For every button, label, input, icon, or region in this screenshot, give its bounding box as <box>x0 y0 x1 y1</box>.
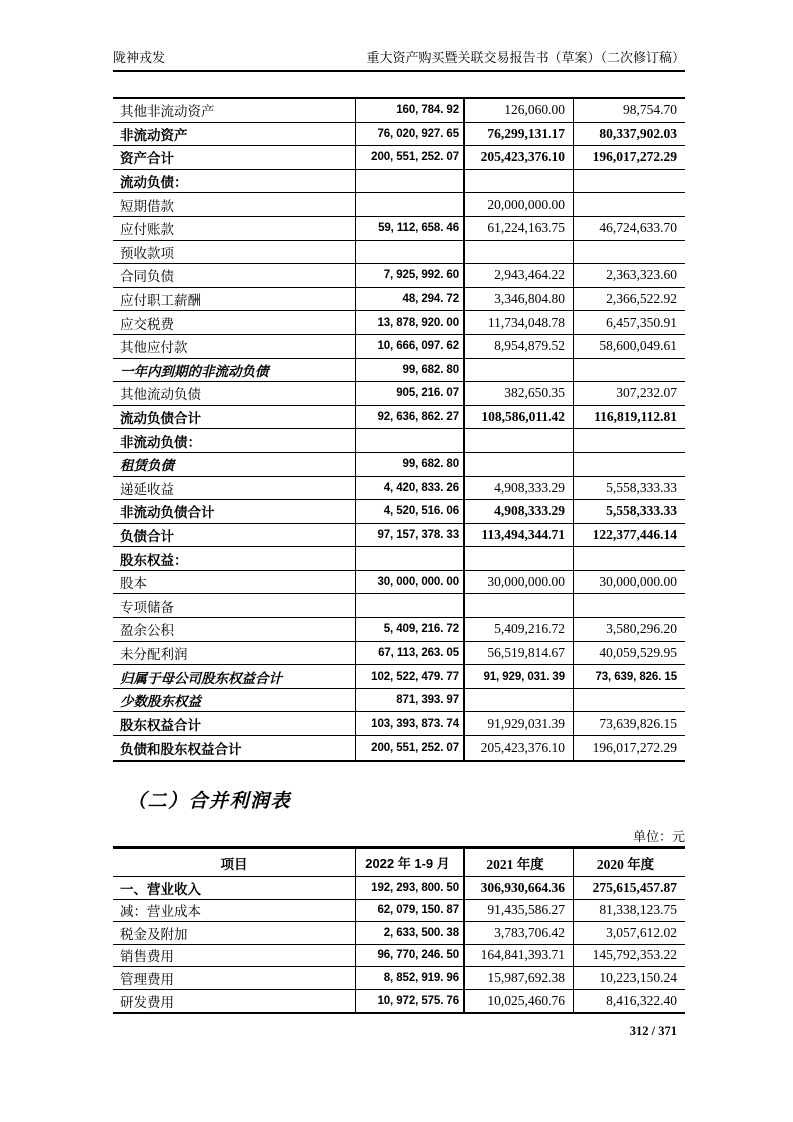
value-2021 <box>465 453 574 476</box>
value-2020: 145,792,353.22 <box>592 947 677 963</box>
income-table-header-row <box>113 849 685 877</box>
table-row <box>113 877 685 900</box>
header-right-text: 重大资产购买暨关联交易报告书（草案）（二次修订稿） <box>366 50 685 65</box>
table-row <box>113 406 685 430</box>
value-2020: 81,338,123.75 <box>599 902 677 918</box>
value-2022: 30, 000, 000. 00 <box>356 571 465 594</box>
row-label: 股东权益： <box>113 547 356 570</box>
value-2021: 164,841,393.71 <box>465 945 574 967</box>
value-2022 <box>356 429 465 452</box>
value-2021: 8,954,879.52 <box>465 335 574 358</box>
value-2020: 196,017,272.29 <box>592 739 677 755</box>
value-2020: 3,057,612.02 <box>606 924 677 940</box>
value-2022 <box>356 547 465 570</box>
value-2022: 8, 852, 919. 96 <box>356 967 465 989</box>
value-2020: 8,416,322.40 <box>606 992 677 1008</box>
col-header-item: 项目 <box>113 849 356 876</box>
income-statement-table <box>113 846 685 1014</box>
table-row <box>113 123 685 147</box>
value-2021 <box>465 429 574 452</box>
row-label: 专项储备 <box>113 594 356 617</box>
value-2020: 46,724,633.70 <box>599 220 677 236</box>
value-2021: 91,435,586.27 <box>465 900 574 922</box>
value-2021: 61,224,163.75 <box>465 217 574 240</box>
table-row <box>113 990 685 1013</box>
row-label: 研发费用 <box>113 990 356 1013</box>
value-2020 <box>574 689 685 712</box>
table-row <box>113 99 685 123</box>
table-row <box>113 264 685 288</box>
value-2022: 2, 633, 500. 38 <box>356 922 465 944</box>
value-2021 <box>465 594 574 617</box>
table-row <box>113 967 685 990</box>
value-2020: 275,615,457.87 <box>592 879 677 895</box>
row-label: 归属于母公司股东权益合计 <box>113 665 356 688</box>
value-2022: 67, 113, 263. 05 <box>356 642 465 665</box>
value-2022: 48, 294. 72 <box>356 288 465 311</box>
col-header-2020: 2020 年度 <box>596 856 655 872</box>
value-2021: 5,409,216.72 <box>465 618 574 641</box>
value-2020 <box>574 193 685 216</box>
row-label: 租赁负债 <box>113 453 356 476</box>
row-label: 一年内到期的非流动负债 <box>113 359 356 382</box>
value-2022: 4, 520, 516. 06 <box>356 500 465 523</box>
value-2021: 2,943,464.22 <box>465 264 574 287</box>
row-label: 流动负债合计 <box>113 406 356 429</box>
table-row <box>113 146 685 170</box>
value-2022: 99, 682. 80 <box>356 453 465 476</box>
row-label: 管理费用 <box>113 967 356 989</box>
row-label: 盈余公积 <box>113 618 356 641</box>
value-2020: 10,223,150.24 <box>599 969 677 985</box>
table-row <box>113 594 685 618</box>
row-label: 应付账款 <box>113 217 356 240</box>
table-row <box>113 571 685 595</box>
value-2020: 73, 639, 826. 15 <box>595 670 677 683</box>
row-label: 非流动负债合计 <box>113 500 356 523</box>
value-2020 <box>574 429 685 452</box>
row-label: 应交税费 <box>113 311 356 334</box>
row-label: 一、营业收入 <box>113 877 356 899</box>
value-2020 <box>574 547 685 570</box>
table-row <box>113 689 685 713</box>
table-row <box>113 900 685 923</box>
row-label: 短期借款 <box>113 193 356 216</box>
value-2020 <box>574 241 685 264</box>
value-2021 <box>465 359 574 382</box>
row-label: 预收款项 <box>113 241 356 264</box>
row-label: 流动负债： <box>113 170 356 193</box>
row-label: 资产合计 <box>113 146 356 169</box>
value-2020 <box>574 170 685 193</box>
value-2022: 76, 020, 927. 65 <box>356 123 465 146</box>
value-2020: 307,232.07 <box>616 385 677 401</box>
value-2022: 92, 636, 862. 27 <box>356 406 465 429</box>
row-label: 负债合计 <box>113 524 356 547</box>
table-row <box>113 922 685 945</box>
value-2022: 103, 393, 873. 74 <box>356 712 465 735</box>
value-2021: 3,346,804.80 <box>465 288 574 311</box>
value-2022 <box>356 193 465 216</box>
document-header <box>113 50 685 72</box>
page-number: 312 / 371 <box>629 1024 677 1038</box>
value-2022: 905, 216. 07 <box>356 382 465 405</box>
value-2021: 4,908,333.29 <box>465 500 574 523</box>
value-2020: 6,457,350.91 <box>606 314 677 330</box>
balance-sheet-table <box>113 97 685 762</box>
row-label: 应付职工薪酬 <box>113 288 356 311</box>
row-label: 少数股东权益 <box>113 689 356 712</box>
value-2021: 20,000,000.00 <box>465 193 574 216</box>
table-row <box>113 712 685 736</box>
value-2021: 10,025,460.76 <box>465 990 574 1013</box>
value-2022: 200, 551, 252. 07 <box>356 146 465 169</box>
value-2021: 30,000,000.00 <box>465 571 574 594</box>
table-row <box>113 945 685 968</box>
table-row <box>113 547 685 571</box>
value-2022: 160, 784. 92 <box>356 99 465 122</box>
row-label: 其他非流动资产 <box>113 99 356 122</box>
value-2020 <box>574 453 685 476</box>
value-2022: 871, 393. 97 <box>356 689 465 712</box>
table-row <box>113 665 685 689</box>
table-row <box>113 382 685 406</box>
table-row <box>113 311 685 335</box>
value-2021: 4,908,333.29 <box>465 477 574 500</box>
value-2021 <box>465 547 574 570</box>
value-2020: 73,639,826.15 <box>599 715 677 731</box>
row-label: 非流动负债： <box>113 429 356 452</box>
value-2021: 306,930,664.36 <box>465 877 574 899</box>
value-2022: 10, 666, 097. 62 <box>356 335 465 358</box>
value-2021: 11,734,048.78 <box>465 311 574 334</box>
row-label: 未分配利润 <box>113 642 356 665</box>
value-2021: 76,299,131.17 <box>465 123 574 146</box>
col-header-2022: 2022 年 1-9 月 <box>356 849 465 876</box>
value-2020: 2,363,323.60 <box>606 267 677 283</box>
value-2021: 205,423,376.10 <box>465 736 574 760</box>
value-2022 <box>356 594 465 617</box>
row-label: 其他应付款 <box>113 335 356 358</box>
table-row <box>113 429 685 453</box>
row-label: 税金及附加 <box>113 922 356 944</box>
value-2021 <box>465 170 574 193</box>
value-2021 <box>465 241 574 264</box>
value-2022: 62, 079, 150. 87 <box>356 900 465 922</box>
value-2020: 98,754.70 <box>623 102 677 118</box>
value-2022: 59, 112, 658. 46 <box>356 217 465 240</box>
table-row <box>113 642 685 666</box>
unit-label: 单位：元 <box>632 829 685 844</box>
value-2020: 3,580,296.20 <box>606 621 677 637</box>
value-2022: 13, 878, 920. 00 <box>356 311 465 334</box>
col-header-2021: 2021 年度 <box>465 849 574 876</box>
value-2021: 3,783,706.42 <box>465 922 574 944</box>
table-row <box>113 217 685 241</box>
value-2020: 5,558,333.33 <box>606 503 677 519</box>
value-2021: 91,929,031.39 <box>465 712 574 735</box>
value-2021: 382,650.35 <box>465 382 574 405</box>
value-2021 <box>465 689 574 712</box>
row-label: 减：营业成本 <box>113 900 356 922</box>
value-2020 <box>574 359 685 382</box>
value-2022 <box>356 241 465 264</box>
row-label: 负债和股东权益合计 <box>113 736 356 760</box>
row-label: 其他流动负债 <box>113 382 356 405</box>
value-2021: 126,060.00 <box>465 99 574 122</box>
row-label: 销售费用 <box>113 945 356 967</box>
table-row <box>113 170 685 194</box>
value-2021: 91, 929, 031. 39 <box>465 665 574 688</box>
value-2020: 80,337,902.03 <box>599 125 677 141</box>
table-row <box>113 241 685 265</box>
value-2022: 10, 972, 575. 76 <box>356 990 465 1013</box>
value-2022: 200, 551, 252. 07 <box>356 736 465 760</box>
table-row <box>113 359 685 383</box>
value-2020: 2,366,522.92 <box>606 291 677 307</box>
table-row <box>113 193 685 217</box>
table-row <box>113 618 685 642</box>
value-2020: 5,558,333.33 <box>606 479 677 495</box>
value-2020: 40,059,529.95 <box>599 644 677 660</box>
value-2020: 196,017,272.29 <box>592 149 677 165</box>
value-2022: 99, 682. 80 <box>356 359 465 382</box>
header-left-text: 陇神戎发 <box>113 50 166 65</box>
table-row <box>113 477 685 501</box>
table-row <box>113 736 685 760</box>
value-2022: 97, 157, 378. 33 <box>356 524 465 547</box>
value-2022: 4, 420, 833. 26 <box>356 477 465 500</box>
value-2021: 113,494,344.71 <box>465 524 574 547</box>
value-2021: 205,423,376.10 <box>465 146 574 169</box>
value-2020: 30,000,000.00 <box>599 574 677 590</box>
value-2022 <box>356 170 465 193</box>
table-row <box>113 524 685 548</box>
section-title: （二）合并利润表 <box>127 791 292 812</box>
value-2020: 116,819,112.81 <box>594 409 677 425</box>
table-row <box>113 335 685 359</box>
row-label: 递延收益 <box>113 477 356 500</box>
value-2020: 122,377,446.14 <box>592 526 677 542</box>
row-label: 股东权益合计 <box>113 712 356 735</box>
value-2021: 56,519,814.67 <box>465 642 574 665</box>
value-2021: 15,987,692.38 <box>465 967 574 989</box>
table-row <box>113 288 685 312</box>
row-label: 合同负债 <box>113 264 356 287</box>
row-label: 非流动资产 <box>113 123 356 146</box>
table-row <box>113 453 685 477</box>
value-2022: 7, 925, 992. 60 <box>356 264 465 287</box>
value-2021: 108,586,011.42 <box>465 406 574 429</box>
table-row <box>113 500 685 524</box>
value-2020: 58,600,049.61 <box>599 338 677 354</box>
value-2022: 102, 522, 479. 77 <box>356 665 465 688</box>
row-label: 股本 <box>113 571 356 594</box>
value-2022: 96, 770, 246. 50 <box>356 945 465 967</box>
value-2020 <box>574 594 685 617</box>
value-2022: 192, 293, 800. 50 <box>356 877 465 899</box>
value-2022: 5, 409, 216. 72 <box>356 618 465 641</box>
